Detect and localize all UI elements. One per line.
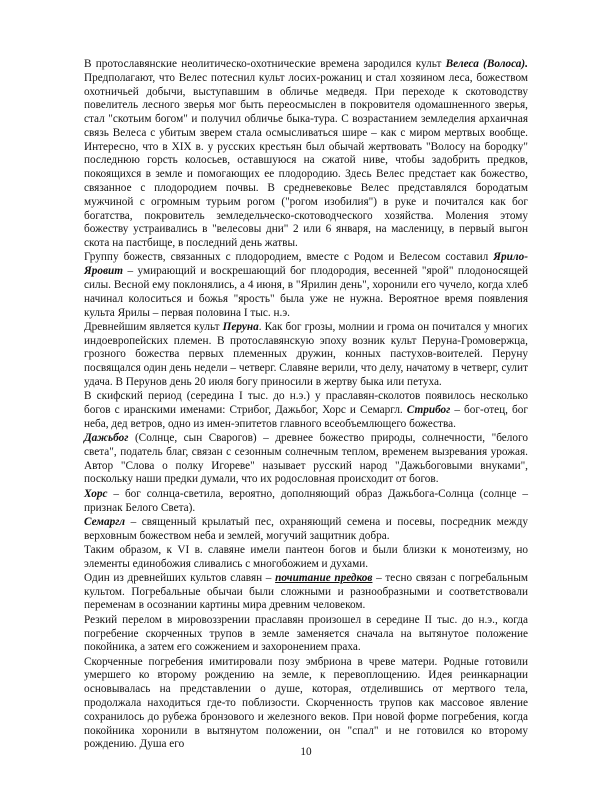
highlighted-term: Стрибог [406, 404, 451, 417]
paragraph [84, 572, 528, 613]
document-body [84, 58, 528, 752]
paragraph [84, 544, 528, 572]
highlighted-term: Хорс [84, 487, 108, 500]
page-number: 10 [300, 746, 312, 758]
text-run: (Солнце, сын Сварогов) – древнее божество природы, солнечности, "белого света", податель благ, связан с сезонным солнечным теплом, временем вызревания урожая. Автор "Слова о полку Игореве" называет русский народ "Дажьбоговыми внуками", поскольку наши предки думали, что их родословная происходит от богов. [84, 432, 528, 486]
text-run: Один из древнейших культов славян – [84, 571, 276, 584]
text-run: Таким образом, к VI в. славяне имели пантеон богов и были близки к монотеизму, но элементы единобожия сливались с многобожием и духами. [84, 543, 528, 570]
paragraph [84, 251, 528, 320]
text-run: Предполагают, что Велес потеснил культ лосих-рожаниц и стал хозяином леса, божеством охотничьей добычи, выступавшим в обличье медведя. При переходе к скотоводству повелитель лесного зверья мог быть переосмыслен в покровителя одомашненного зверья, стал "скотьим богом" и получил обличье быка-тура. С возрастанием земледелия архаичная связь Велеса с убитым зверем стала осмысливаться шире – как с миром мертвых вообще. Интересно, что в XIX в. у русских крестьян был обычай жертвовать "Волосу на бородку" последнюю горсть колосьев, оставшуюся на сжатой ниве, чтобы задобрить предков, покоящихся в земле и помогающих ее плодородию. Здесь Велес предстает как божество, связанное с плодородием почвы. В средневековье Велес представлялся бородатым мужчиной с огромным турьим рогом ("рогом изобилия") в руке и почитался как бог богатства, покровитель земледельческо-скотоводческого хозяйства. Моления этому божеству устраивались в "велесовы дни" 2 или 6 января, на масленицу, в первый выгон скота на пастбище, в последний день жатвы. [84, 71, 528, 250]
text-run: – тесно связан с погребальным культом. Погребальные обычаи были сложными и разнообразными и соответствовали переменам в осознании картины мира древним человеком. [84, 571, 529, 612]
highlighted-term: Перуна [222, 320, 259, 333]
paragraph [84, 488, 528, 516]
text-run: Скорченные погребения имитировали позу эмбриона в чреве матери. Родные готовили умершего ко второму рождению на земле, к перевоплощению. Идея реинкарнации основывалась на представлении о душе, которая, отделившись от мертвого тела, продолжала находиться где-то поблизости. Скорченность трупов как массовое явление сохранилось до рубежа бронзового и железного веков. При новой форме погребения, когда покойника хоронили в вытянутом положении, он "спал" и не готовился ко второму рождению. Душа его [84, 655, 528, 751]
text-run: Древнейшим является культ [84, 320, 223, 333]
text-run: Резкий перелом в мировоззрении праславян произошел в середине II тыс. до н.э., когда погребение скорченных трупов в земле заменяется сначала на вытянутое положение покойника, а затем его сожжением и захоронением праха. [84, 613, 528, 654]
highlighted-term: Велеса (Волоса). [445, 58, 528, 70]
paragraph [84, 614, 528, 655]
highlighted-term: Ярило-Яровит [84, 251, 528, 278]
text-run: – умирающий и воскрешающий бог плодородия, весенней "ярой" плодоносящей силы. Весной ему поклонялись, а 4 июня, в "Ярилин день", хоронили его чучело, когда хлеб начинал колоситься и божья "ярость" была уже не нужна. Вероятное время появления культа Ярилы – первая половина I тыс. н.э. [84, 265, 528, 319]
paragraph [84, 516, 528, 544]
highlighted-term: Семаргл [84, 515, 126, 528]
highlighted-term: почитание предков [275, 571, 373, 584]
text-run: – бог солнца-светила, вероятно, дополняющий образ Дажьбога-Солнца (солнце – признак Белого Света). [84, 487, 528, 514]
paragraph [84, 656, 528, 752]
text-run: В скифский период (середина I тыс. до н.э.) у праславян-сколотов появилось несколько богов с иранскими именами: Стрибог, Дажьбог, Хорс и Семаргл. [84, 390, 528, 417]
text-run: – бог-отец, бог неба, дед ветров, одно из имен-эпитетов главного всеобъемлющего божества. [84, 404, 528, 430]
highlighted-term: Дажьбог [84, 432, 129, 445]
text-run: В протославянские неолитическо-охотнические времена зародился культ [84, 58, 446, 70]
text-run: Группу божеств, связанных с плодородием, вместе с Родом и Велесом составил [84, 251, 494, 264]
paragraph [84, 432, 528, 487]
text-run: – священный крылатый пес, охраняющий семена и посевы, посредник между верховным божеством неба и землей, могучий защитник добра. [84, 515, 528, 542]
paragraph [84, 58, 528, 251]
paragraph [84, 321, 528, 390]
text-run: . Как бог грозы, молнии и грома он почитался у многих индоевропейских племен. В протославянскую эпоху возник культ Перуна-Громовержца, грозного божества первых племенных дружин, конных пастухов-воителей. Перуну посвящался один день недели – четверг. Славяне верили, что делу, начатому в четверг, сулит удача. В Перунов день 20 июля богу приносили в жертву быка или петуха. [84, 320, 528, 388]
paragraph [84, 390, 528, 431]
